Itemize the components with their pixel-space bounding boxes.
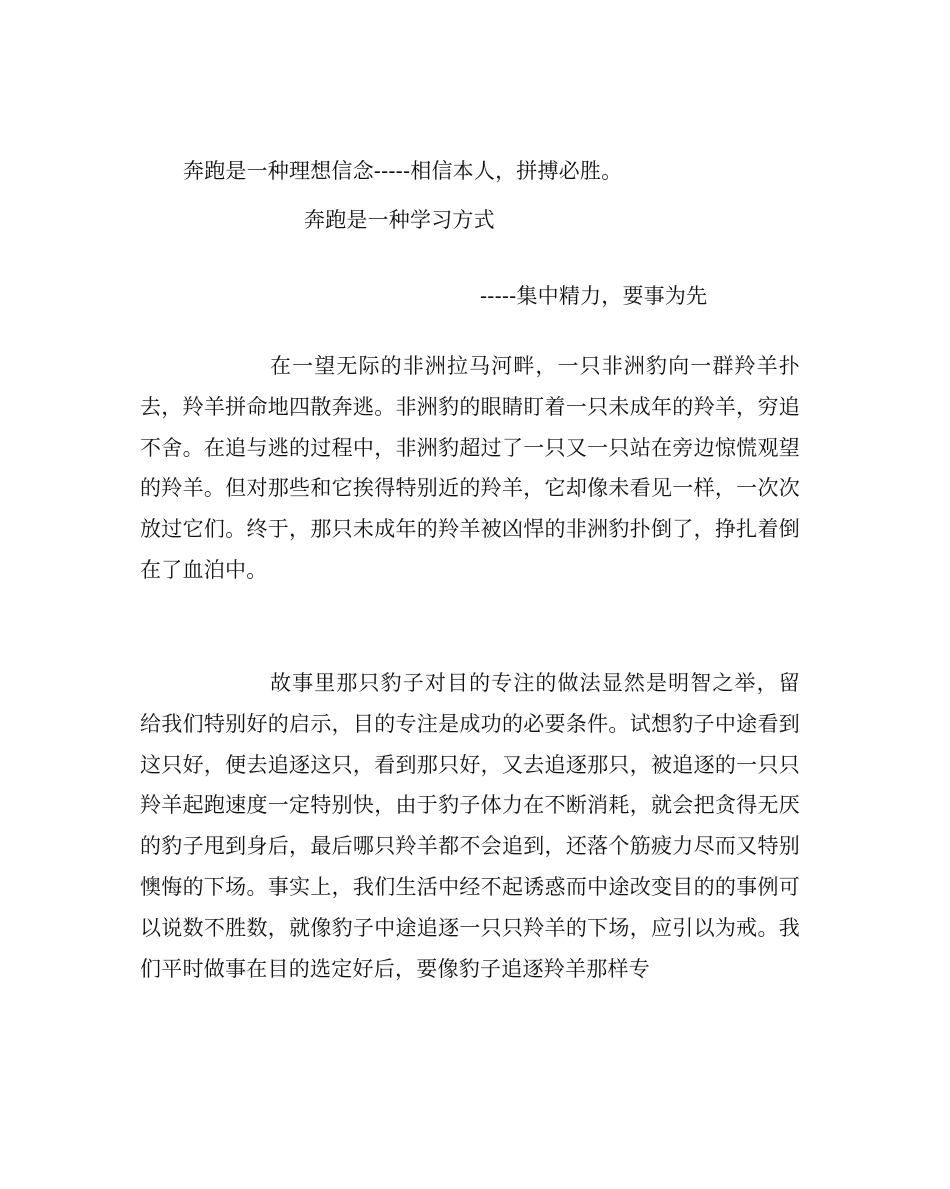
title-line-1: 奔跑是一种理想信念-----相信本人，拼搏必胜。 (183, 159, 623, 183)
title-line-3: -----集中精力，要事为先 (480, 284, 708, 308)
title-line-2: 奔跑是一种学习方式 (304, 208, 495, 232)
body-paragraph-2: 故事里那只豹子对目的专注的做法显然是明智之举，留给我们特别好的启示，目的专注是成功的必要条件。试想豹子中途看到这只好，便去追逐这只，看到那只好，又去追逐那只，被追逐的一只只羚羊起跑速度一定特别快，由于豹子体力在不断消耗，就会把贪得无厌的豹子甩到身后，最后哪只羚羊都不会追到，还落个筋疲力尽而又特别懊悔的下场。事实上，我们生活中经不起诱惑而中途改变目的的事例可以说数不胜数，就像豹子中途追逐一只只羚羊的下场，应引以为戒。我们平时做事在目的选定好后，要像豹子追逐羚羊那样专 (140, 671, 800, 981)
body-paragraph-1: 在一望无际的非洲拉马河畔，一只非洲豹向一群羚羊扑去，羚羊拼命地四散奔逃。非洲豹的眼睛盯着一只未成年的羚羊，穷追不舍。在追与逃的过程中，非洲豹超过了一只又一只站在旁边惊慌观望的羚羊。但对那些和它挨得特别近的羚羊，它却像未看见一样，一次次放过它们。终于，那只未成年的羚羊被凶悍的非洲豹扑倒了，挣扎着倒在了血泊中。 (140, 354, 800, 582)
